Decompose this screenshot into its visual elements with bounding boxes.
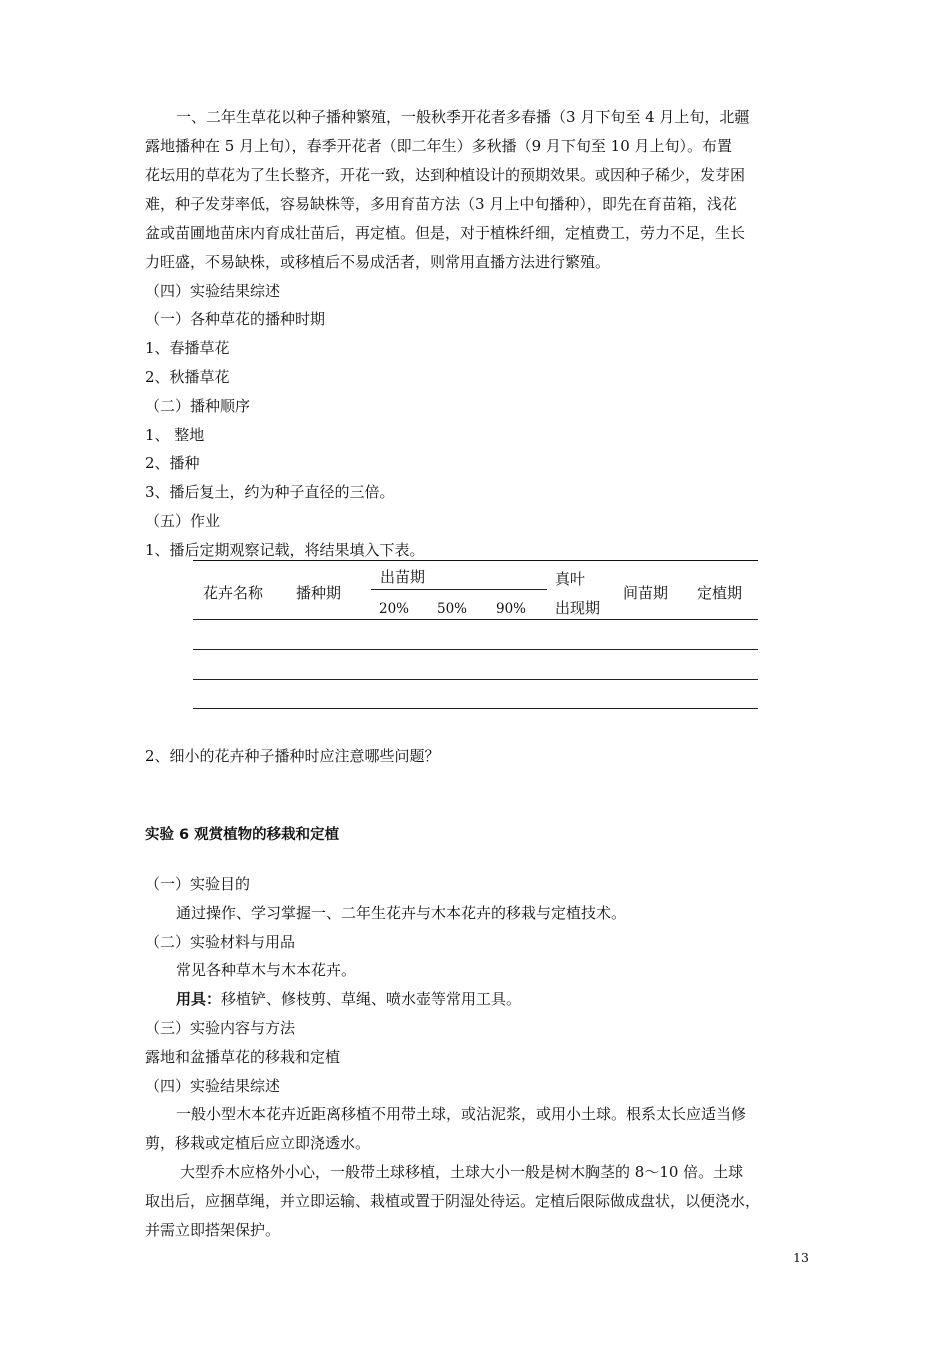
paragraph-line: 露地和盆播草花的移栽和定植 — [145, 1048, 341, 1066]
list-item: 2、细小的花卉种子播种时应注意哪些问题？ — [145, 747, 440, 765]
subsection-heading: （二）播种顺序 — [145, 397, 251, 415]
paragraph-line: 取出后，应捆草绳，并立即运输、栽植或置于阴湿处待运。定植后限际做成盘状，以便浇水， — [145, 1192, 761, 1210]
header-true-leaf: 真叶 — [555, 570, 586, 588]
tools-line — [176, 989, 521, 1009]
list-item: 1、播后定期观察记载，将结果填入下表。 — [145, 541, 425, 559]
section-heading: （四）实验结果综述 — [145, 1077, 281, 1095]
page-number: 13 — [793, 1250, 809, 1265]
header-thinning: 间苗期 — [623, 584, 669, 602]
tools-label: 用具： — [176, 990, 222, 1008]
header-emergence: 出苗期 — [380, 568, 426, 586]
table-subheader-rule — [371, 589, 547, 590]
paragraph-line: 花坛用的草花为了生长整齐，开花一致，达到种植设计的预期效果。或因种子稀少，发芽困 — [145, 166, 746, 184]
header-20pct: 20% — [379, 601, 410, 617]
paragraph-line: 难，种子发芽率低，容易缺株等，多用育苗方法（3 月上中旬播种），即先在育苗箱，浅花 — [145, 195, 737, 213]
paragraph-line: 盆或苗圃地苗床内育成壮苗后，再定植。但是，对于植株纤细，定植费工，劳力不足，生长 — [145, 224, 746, 242]
list-item: 2、秋播草花 — [145, 368, 230, 386]
paragraph-line: 露地播种在 5 月上旬），春季开花者（即二年生）多秋播（9 月下旬至 10 月上旬）。布置 — [145, 137, 733, 155]
section-heading: （四）实验结果综述 — [145, 282, 281, 300]
experiment-title: 实验 6 观赏植物的移栽和定植 — [145, 827, 340, 843]
list-item: 1、 整地 — [145, 426, 205, 444]
list-item: 2、播种 — [145, 454, 200, 472]
header-true-leaf-appear: 出现期 — [555, 599, 601, 617]
header-90pct: 90% — [496, 601, 527, 617]
subsection-heading: （一）各种草花的播种时期 — [145, 310, 326, 328]
table-row-rule — [193, 649, 758, 650]
paragraph-line: 并需立即搭架保护。 — [145, 1221, 281, 1239]
paragraph-line: 通过操作、学习掌握一、二年生花卉与木本花卉的移栽与定植技术。 — [176, 904, 627, 922]
section-heading: （五）作业 — [145, 512, 221, 530]
header-sowing-date: 播种期 — [296, 584, 342, 602]
header-50pct: 50% — [437, 601, 468, 617]
observation-table — [193, 560, 758, 710]
table-row-rule — [193, 679, 758, 680]
list-item: 3、播后复土，约为种子直径的三倍。 — [145, 483, 395, 501]
header-planting: 定植期 — [697, 584, 743, 602]
table-top-rule — [193, 560, 758, 561]
section-heading: （二）实验材料与用品 — [145, 933, 296, 951]
paragraph-line: 一、二年生草花以种子播种繁殖，一般秋季开花者多春播（3 月下旬至 4 月上旬，北疆 — [176, 108, 750, 126]
table-bottom-rule — [193, 708, 758, 709]
paragraph-line: 剪，移栽或定植后应立即浇透水。 — [145, 1134, 371, 1152]
table-header-rule — [193, 619, 758, 620]
paragraph-line: 常见各种草木与木本花卉。 — [176, 961, 357, 979]
paragraph-line: 大型乔木应格外小心，一般带土球移植，土球大小一般是树木胸茎的 8～10 倍。土球 — [180, 1163, 744, 1181]
list-item: 1、春播草花 — [145, 339, 230, 357]
header-flower-name: 花卉名称 — [203, 584, 264, 602]
section-heading: （三）实验内容与方法 — [145, 1019, 296, 1037]
tools-text: 移植铲、修枝剪、草绳、喷水壶等常用工具。 — [221, 990, 522, 1008]
section-heading: （一）实验目的 — [145, 875, 251, 893]
paragraph-line: 一般小型木本花卉近距离移植不用带土球，或沾泥浆，或用小土球。根系太长应适当修 — [176, 1105, 747, 1123]
paragraph-line: 力旺盛，不易缺株，或移植后不易成活者，则常用直播方法进行繁殖。 — [145, 253, 611, 271]
